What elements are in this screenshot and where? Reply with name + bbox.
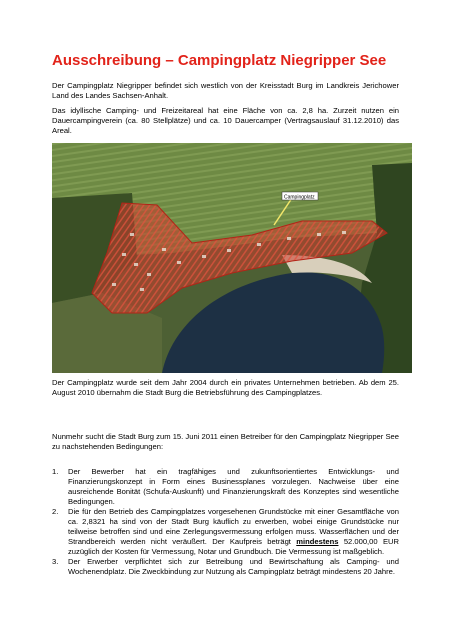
aerial-photo	[52, 143, 412, 373]
condition-text: Der Bewerber hat ein tragfähiges und zukunftsorientiertes Entwicklungs- und Finanzierungskonzept in Form eines Businessplanes vorzulegen. Nachweise über eine ausreichende Bonität (Schufa-Auskunft) und Finanzierungskraft des Konzeptes sind wesentliche Bedingungen.	[68, 467, 399, 506]
condition-item-2	[52, 507, 399, 557]
condition-item-1	[52, 467, 399, 507]
condition-number: 3.	[52, 557, 59, 566]
page-title: Ausschreibung – Campingplatz Niegripper See	[52, 52, 387, 69]
condition-number: 2.	[52, 507, 59, 516]
conditions-list	[52, 467, 399, 577]
intro-paragraph-2: Das idyllische Camping- und Freizeitareal hat eine Fläche von ca. 2,8 ha. Zurzeit nutzen ein Dauercampingverein (ca. 80 Stellplätze) und ca. 10 Dauercamper (Vertragsauslauf 31.12.2010) das Areal.	[52, 106, 399, 135]
photo-label: Campingplatz	[284, 194, 315, 201]
tender-paragraph: Nunmehr sucht die Stadt Burg zum 15. Juni 2011 einen Betreiber für den Campingplatz Niegripper See zu nachstehenden Bedingungen:	[52, 432, 399, 451]
aerial-photo-illustration	[52, 143, 412, 373]
condition-item-3	[52, 557, 399, 577]
condition-number: 1.	[52, 467, 59, 476]
condition-emphasis: mindestens	[296, 537, 339, 546]
condition-text: Der Erwerber verpflichtet sich zur Betreibung und Bewirtschaftung als Camping- und Wochenendplatz. Die Zweckbindung zur Nutzung als Campingplatz beträgt mindestens 20 Jahre.	[68, 557, 399, 576]
condition-text-after: 52.000,00 EUR zuzüglich der Kosten für Vermessung, Notar und Grundbuch. Die Vermessung ist maßgeblich.	[68, 537, 399, 556]
intro-paragraph-1: Der Campingplatz Niegripper befindet sich westlich von der Kreisstadt Burg im Landkreis Jerichower Land des Landes Sachsen-Anhalt.	[52, 81, 399, 100]
history-paragraph: Der Campingplatz wurde seit dem Jahr 2004 durch ein privates Unternehmen betrieben. Ab dem 25. August 2010 übernahm die Stadt Burg die Betriebsführung des Campingplatzes.	[52, 378, 399, 397]
condition-text-before: Die für den Betrieb des Campingplatzes vorgesehenen Grundstücke mit einer Gesamtfläche von ca. 2,8321 ha sind von der Stadt Burg käuflich zu erwerben, wobei einige Grundstücke nur teilweise betroffen sind und eine Zerlegungsvermessung erfolgen muss. Wasserflächen und der Strandbereich werden nicht veräußert. Der Kaufpreis beträgt	[68, 507, 399, 546]
